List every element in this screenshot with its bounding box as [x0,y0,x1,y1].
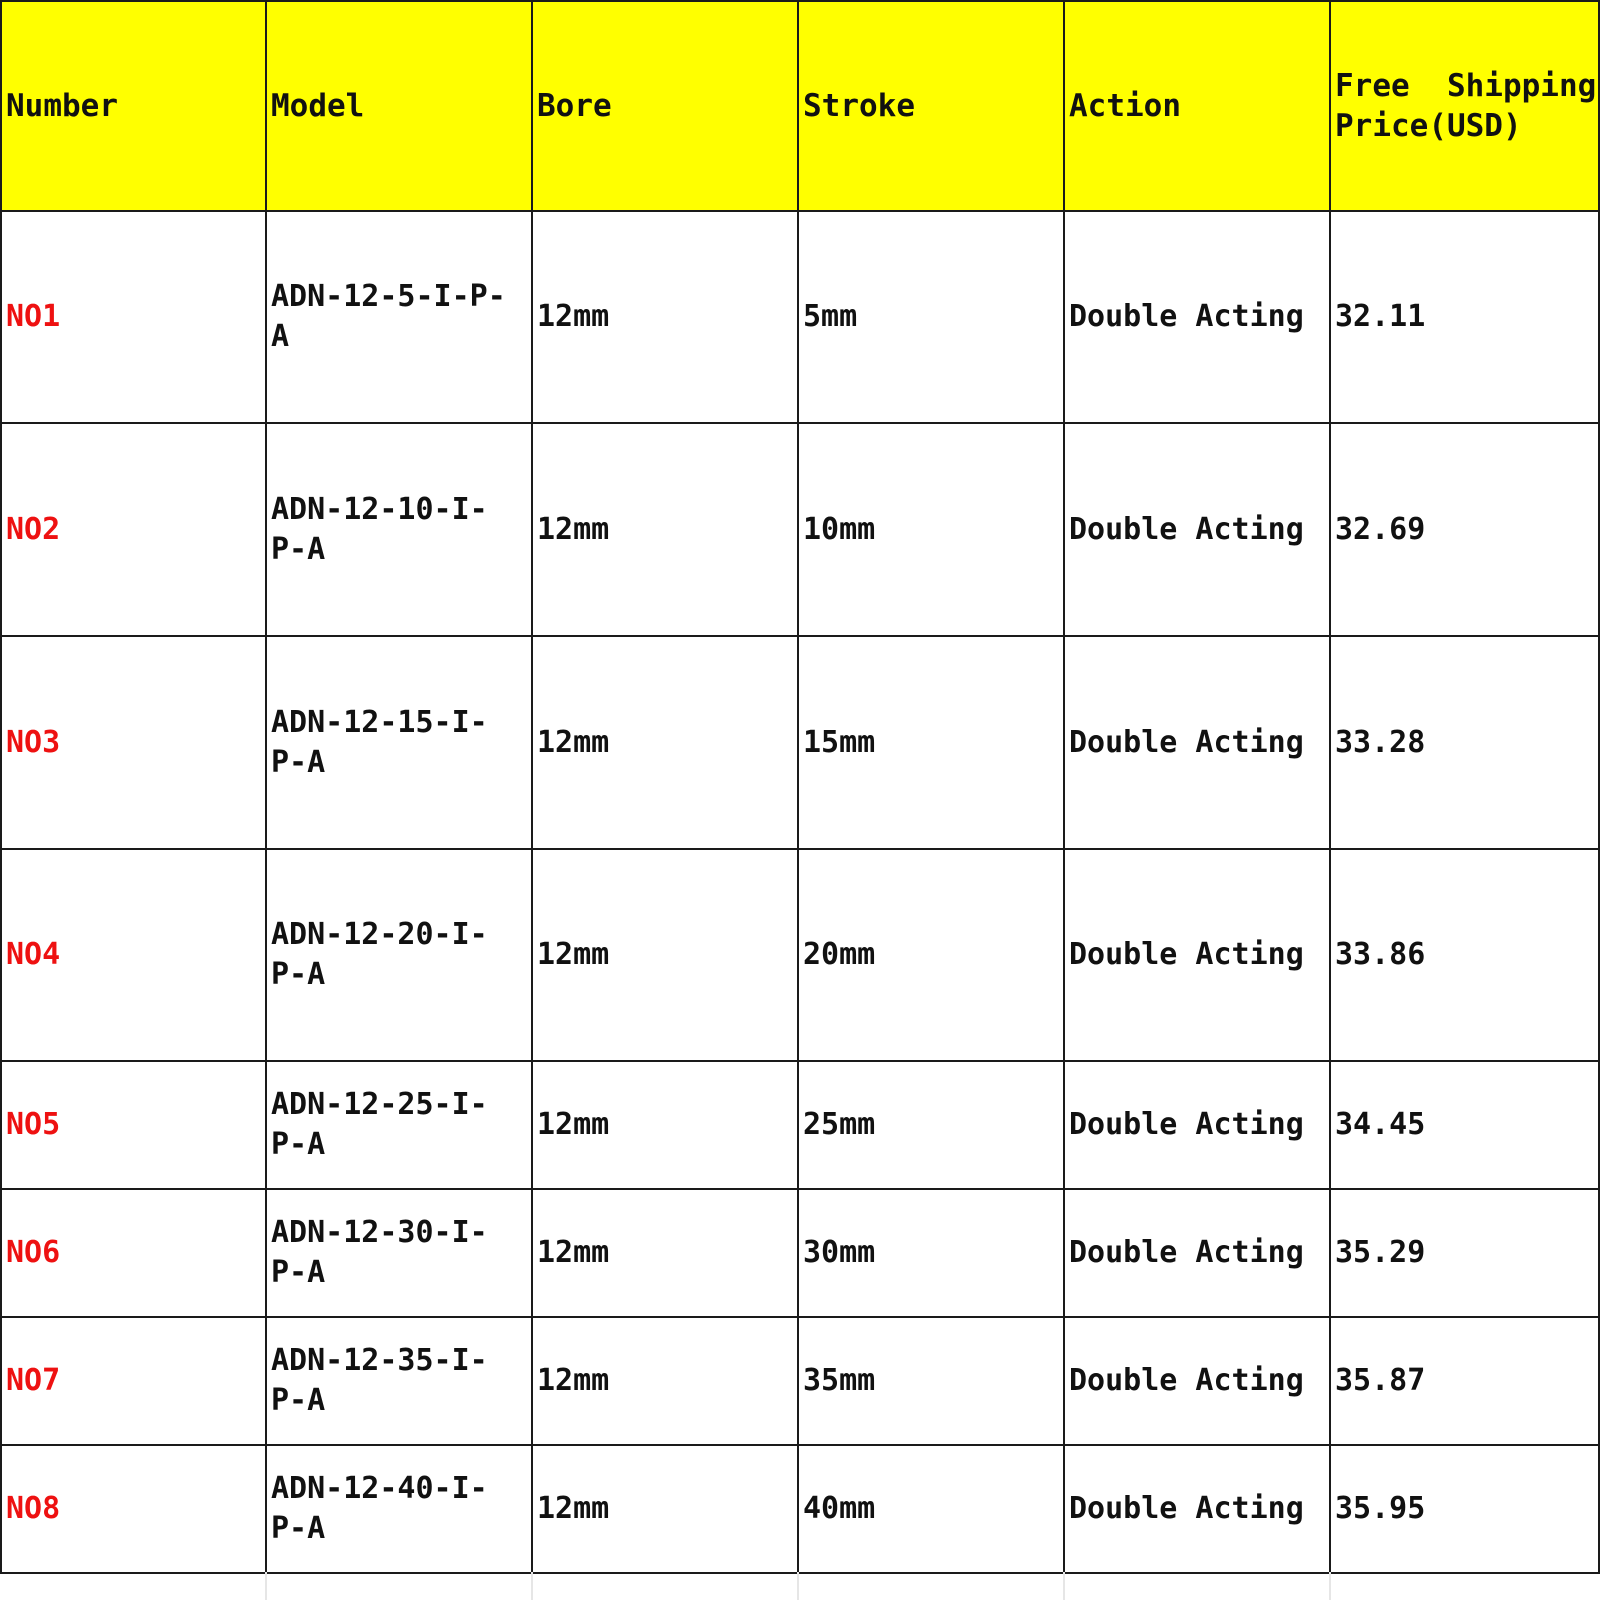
cell-model: ADN-12-5-I-P- A [266,211,532,423]
cell-action: Double Acting [1064,1445,1330,1573]
header-row [1,1,1599,211]
gridline [531,1572,533,1600]
cell-model: ADN-12-35-I- P-A [266,1317,532,1445]
gridline [797,1572,799,1600]
cell-price: 32.11 [1330,211,1599,423]
header-price: Free Shipping Price(USD) [1330,1,1599,211]
faint-gridlines [0,1572,1600,1600]
header-bore: Bore [532,1,798,211]
cell-number: NO4 [1,849,266,1061]
cell-bore: 12mm [532,1189,798,1317]
cell-action: Double Acting [1064,211,1330,423]
table-row [1,636,1599,849]
header-stroke: Stroke [798,1,1064,211]
cell-bore: 12mm [532,423,798,636]
cell-number: NO6 [1,1189,266,1317]
cell-price: 33.28 [1330,636,1599,849]
cell-stroke: 10mm [798,423,1064,636]
table-body [1,211,1599,1573]
cell-stroke: 25mm [798,1061,1064,1189]
cell-bore: 12mm [532,849,798,1061]
cell-price: 35.29 [1330,1189,1599,1317]
cell-bore: 12mm [532,1061,798,1189]
cell-stroke: 5mm [798,211,1064,423]
cell-action: Double Acting [1064,423,1330,636]
cell-number: NO8 [1,1445,266,1573]
cell-model: ADN-12-25-I- P-A [266,1061,532,1189]
cell-action: Double Acting [1064,1061,1330,1189]
cell-stroke: 15mm [798,636,1064,849]
table-header [1,1,1599,211]
cell-price: 32.69 [1330,423,1599,636]
cell-action: Double Acting [1064,1317,1330,1445]
header-number: Number [1,1,266,211]
cell-model: ADN-12-40-I- P-A [266,1445,532,1573]
cell-action: Double Acting [1064,1189,1330,1317]
cell-stroke: 40mm [798,1445,1064,1573]
table-row [1,1061,1599,1189]
table-row [1,849,1599,1061]
cell-stroke: 35mm [798,1317,1064,1445]
cell-action: Double Acting [1064,636,1330,849]
table-row [1,1445,1599,1573]
cell-price: 34.45 [1330,1061,1599,1189]
header-model: Model [266,1,532,211]
header-action: Action [1064,1,1330,211]
gridline [265,1572,267,1600]
cell-number: NO2 [1,423,266,636]
cell-number: NO5 [1,1061,266,1189]
table-row [1,1189,1599,1317]
cell-price: 35.87 [1330,1317,1599,1445]
cell-model: ADN-12-30-I- P-A [266,1189,532,1317]
table-row [1,423,1599,636]
cell-stroke: 30mm [798,1189,1064,1317]
cell-bore: 12mm [532,1445,798,1573]
cell-bore: 12mm [532,1317,798,1445]
cell-price: 33.86 [1330,849,1599,1061]
cell-model: ADN-12-10-I- P-A [266,423,532,636]
cell-model: ADN-12-20-I- P-A [266,849,532,1061]
cell-action: Double Acting [1064,849,1330,1061]
gridline [1063,1572,1065,1600]
cell-number: NO1 [1,211,266,423]
cell-number: NO3 [1,636,266,849]
table-row [1,211,1599,423]
cell-stroke: 20mm [798,849,1064,1061]
cell-bore: 12mm [532,636,798,849]
gridline [1329,1572,1331,1600]
cell-bore: 12mm [532,211,798,423]
table-row [1,1317,1599,1445]
cell-number: NO7 [1,1317,266,1445]
cell-model: ADN-12-15-I- P-A [266,636,532,849]
cell-price: 35.95 [1330,1445,1599,1573]
